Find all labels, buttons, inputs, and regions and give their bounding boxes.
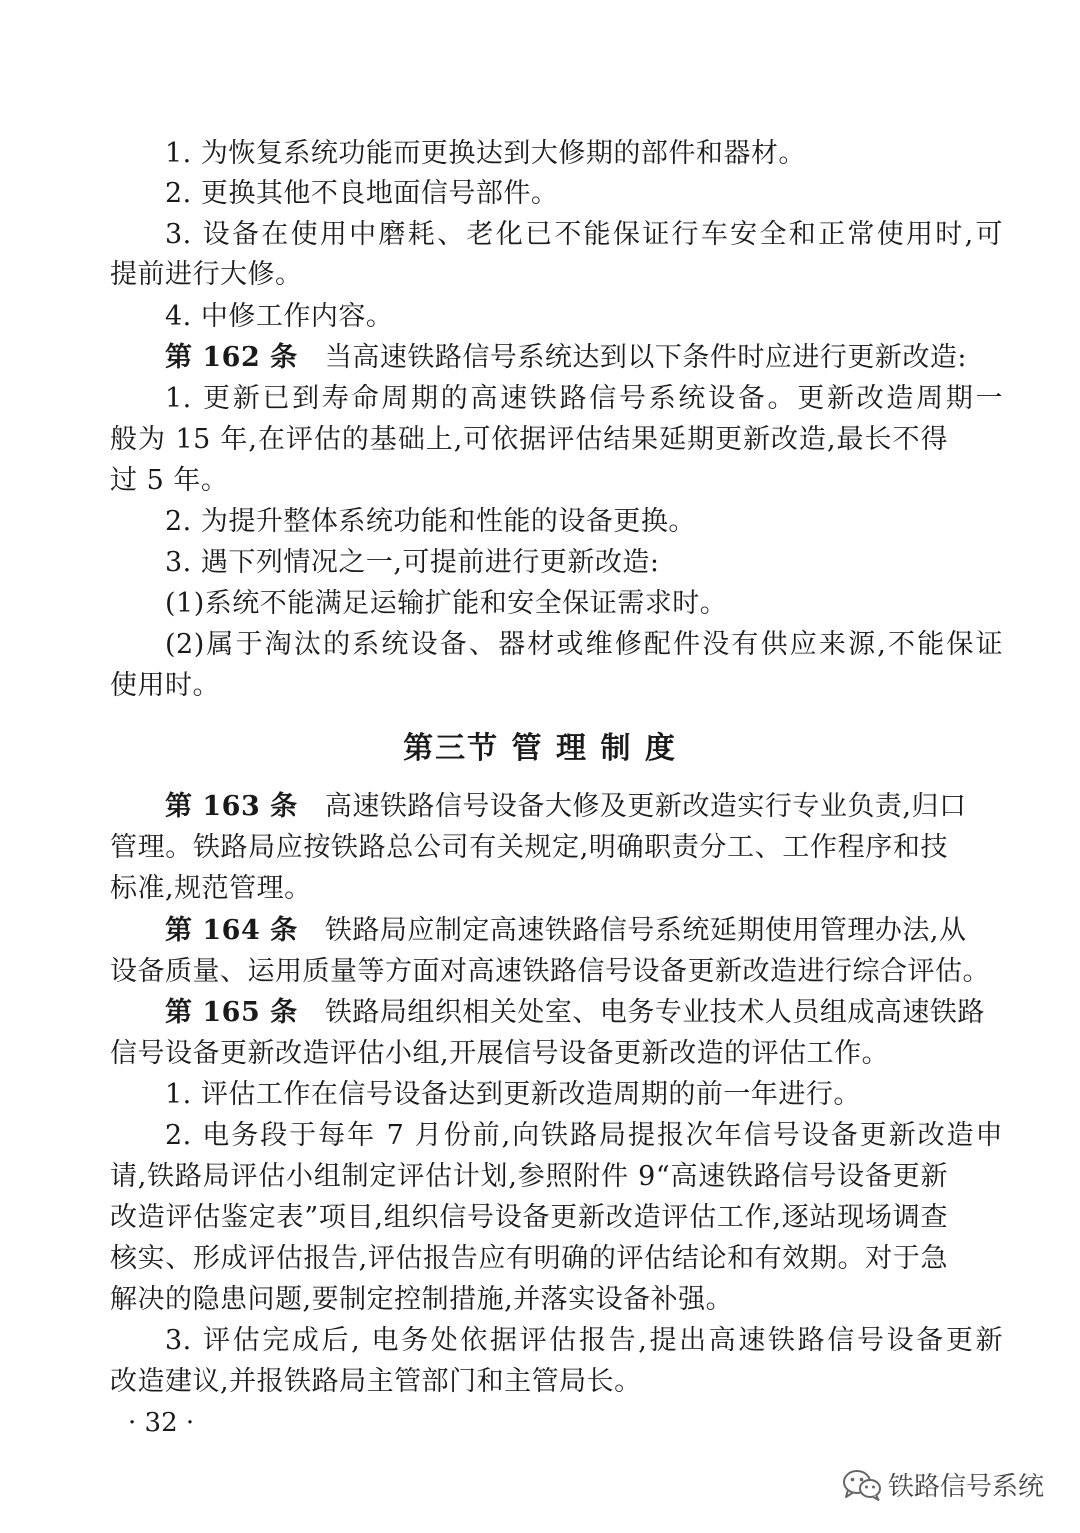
watermark-text: 铁路信号系统 xyxy=(887,1472,1044,1502)
paragraph-line: 解决的隐患问题,要制定控制措施,并落实设备补强。 xyxy=(110,1284,734,1315)
paragraph-line: 3. 设备在使用中磨耗、老化已不能保证行车安全和正常使用时,可 xyxy=(165,219,1003,250)
article-text: 铁路局应制定高速铁路信号系统延期使用管理办法,从 xyxy=(324,915,967,946)
paragraph-line: 使用时。 xyxy=(110,670,220,701)
paragraph-line: 般为 15 年,在评估的基础上,可依据评估结果延期更新改造,最长不得 xyxy=(110,424,948,455)
paragraph-line: (2)属于淘汰的系统设备、器材或维修配件没有供应来源,不能保证 xyxy=(165,629,1003,660)
article-164 xyxy=(110,911,1003,951)
paragraph-line: 核实、形成评估报告,评估报告应有明确的评估结论和有效期。对于急 xyxy=(110,1243,948,1274)
watermark xyxy=(842,1466,1044,1503)
article-number: 第 164 条 xyxy=(165,915,298,946)
article-number: 第 163 条 xyxy=(165,791,298,822)
paragraph-line: 1. 更新已到寿命周期的高速铁路信号系统设备。更新改造周期一 xyxy=(165,383,1003,414)
paragraph-line: 3. 评估完成后, 电务处依据评估报告,提出高速铁路信号设备更新 xyxy=(165,1325,1003,1356)
page-number: · 32 · xyxy=(128,1408,195,1438)
article-162 xyxy=(110,338,1003,378)
paragraph-line: 改造评估鉴定表”项目,组织信号设备更新改造评估工作,逐站现场调查 xyxy=(110,1202,948,1233)
section-heading: 第三节 管 理 制 度 xyxy=(403,731,677,766)
article-165 xyxy=(110,993,1003,1033)
article-number: 第 162 条 xyxy=(165,342,298,373)
paragraph-line: 标准,规范管理。 xyxy=(110,873,312,904)
article-text: 铁路局组织相关处室、电务专业技术人员组成高速铁路 xyxy=(324,997,985,1028)
article-163 xyxy=(110,787,1003,827)
paragraph-line: 2. 电务段于每年 7 月份前,向铁路局提报次年信号设备更新改造申 xyxy=(165,1120,1003,1151)
paragraph-line: 4. 中修工作内容。 xyxy=(165,301,394,332)
paragraph-line: 2. 更换其他不良地面信号部件。 xyxy=(165,178,559,209)
paragraph-line: 1. 为恢复系统功能而更换达到大修期的部件和器材。 xyxy=(165,138,806,169)
article-text: 当高速铁路信号系统达到以下条件时应进行更新改造: xyxy=(324,342,968,373)
paragraph-line: 2. 为提升整体系统功能和性能的设备更换。 xyxy=(165,506,696,537)
paragraph-line: 提前进行大修。 xyxy=(110,259,303,290)
wechat-icon xyxy=(842,1468,882,1502)
paragraph-line: 信号设备更新改造评估小组,开展信号设备更新改造的评估工作。 xyxy=(110,1038,890,1069)
paragraph-line: (1)系统不能满足运输扩能和安全保证需求时。 xyxy=(165,588,728,619)
paragraph-line: 1. 评估工作在信号设备达到更新改造周期的前一年进行。 xyxy=(165,1079,861,1110)
article-number: 第 165 条 xyxy=(165,997,298,1028)
paragraph-line: 3. 遇下列情况之一,可提前进行更新改造: xyxy=(165,547,660,578)
paragraph-line: 设备质量、运用质量等方面对高速铁路信号设备更新改造进行综合评估。 xyxy=(110,956,990,987)
paragraph-line: 管理。铁路局应按铁路总公司有关规定,明确职责分工、工作程序和技 xyxy=(110,832,948,863)
paragraph-line: 请,铁路局评估小组制定评估计划,参照附件 9“高速铁路信号设备更新 xyxy=(110,1161,948,1192)
paragraph-line: 改造建议,并报铁路局主管部门和主管局长。 xyxy=(110,1366,642,1397)
article-text: 高速铁路信号设备大修及更新改造实行专业负责,归口 xyxy=(324,791,967,822)
paragraph-line: 过 5 年。 xyxy=(110,465,229,496)
